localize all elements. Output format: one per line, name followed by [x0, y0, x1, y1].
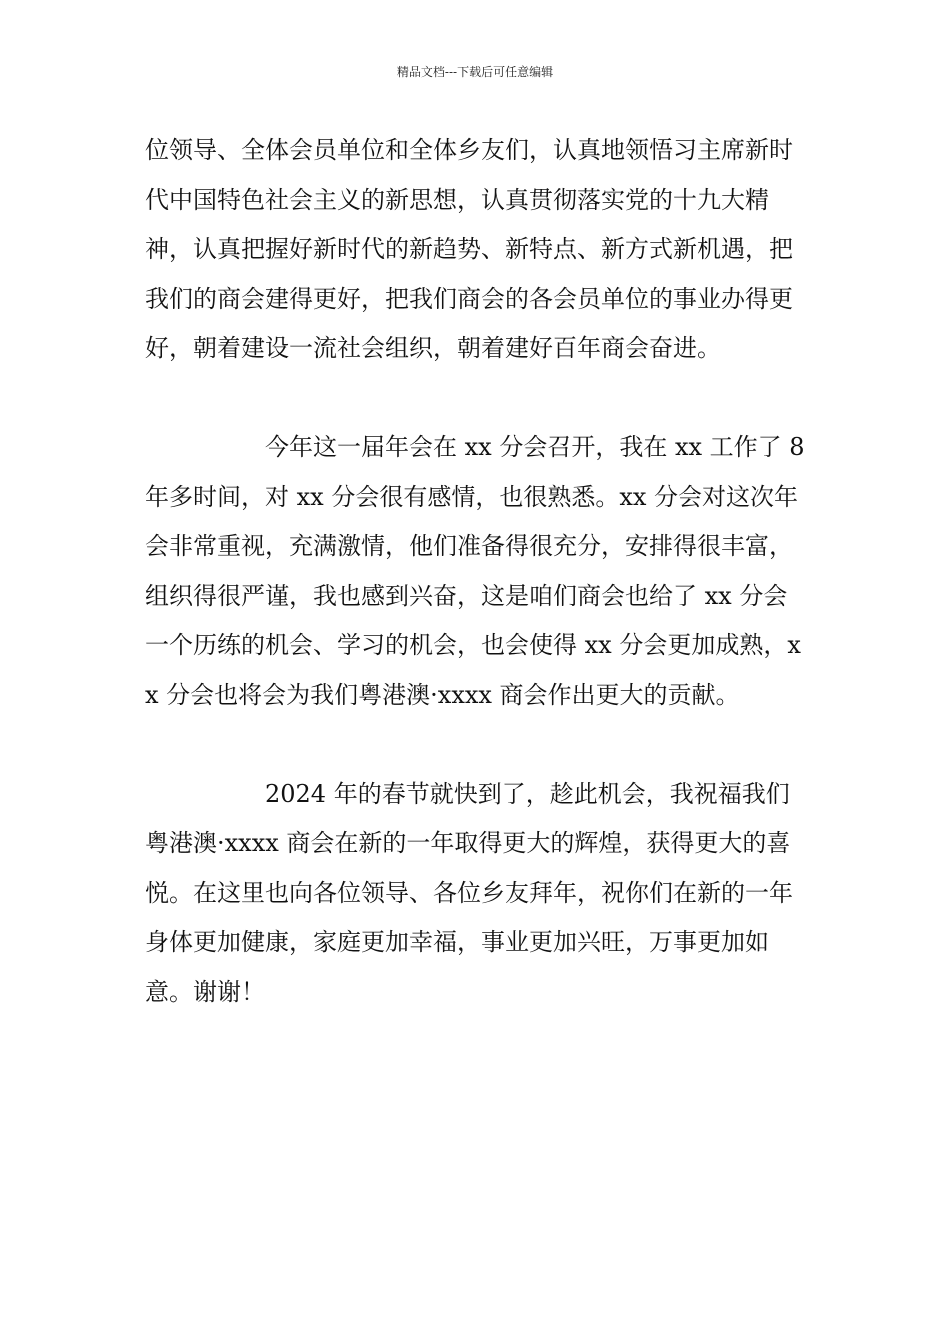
- paragraph-annual-meeting: 今年这一届年会在 xx 分会召开，我在 xx 工作了 8 年多时间，对 xx 分会很有感情，也很熟悉。xx 分会对这次年会非常重视，充满激情，他们准备得很充分，安排得很丰富，组织得很严谨，我也感到兴奋，这是咱们商会也给了 xx 分会一个历练的机会、学习的机会，也会使得 xx 分会更加成熟，xx 分会也将会为我们粤港澳·xxxx 商会作出更大的贡献。: [145, 433, 805, 709]
- paragraph-spacer: [145, 374, 810, 424]
- paragraph-spacer: [145, 720, 810, 770]
- paragraph-new-year-wishes: 2024 年的春节就快到了，趁此机会，我祝福我们粤港澳·xxxx 商会在新的一年取得更大的辉煌，获得更大的喜悦。在这里也向各位领导、各位乡友拜年，祝你们在新的一年身体更加健康，家庭更加幸福，事业更加兴旺，万事更加如意。谢谢！: [145, 779, 793, 1006]
- document-body: [145, 126, 810, 1017]
- paragraph-continuation: 位领导、全体会员单位和全体乡友们，认真地领悟习主席新时代中国特色社会主义的新思想，认真贯彻落实党的十九大精神，认真把握好新时代的新趋势、新特点、新方式新机遇，把我们的商会建得更好，把我们商会的各会员单位的事业办得更好，朝着建设一流社会组织，朝着建好百年商会奋进。: [145, 136, 793, 362]
- page-header: 精品文档---下载后可任意编辑: [396, 65, 554, 79]
